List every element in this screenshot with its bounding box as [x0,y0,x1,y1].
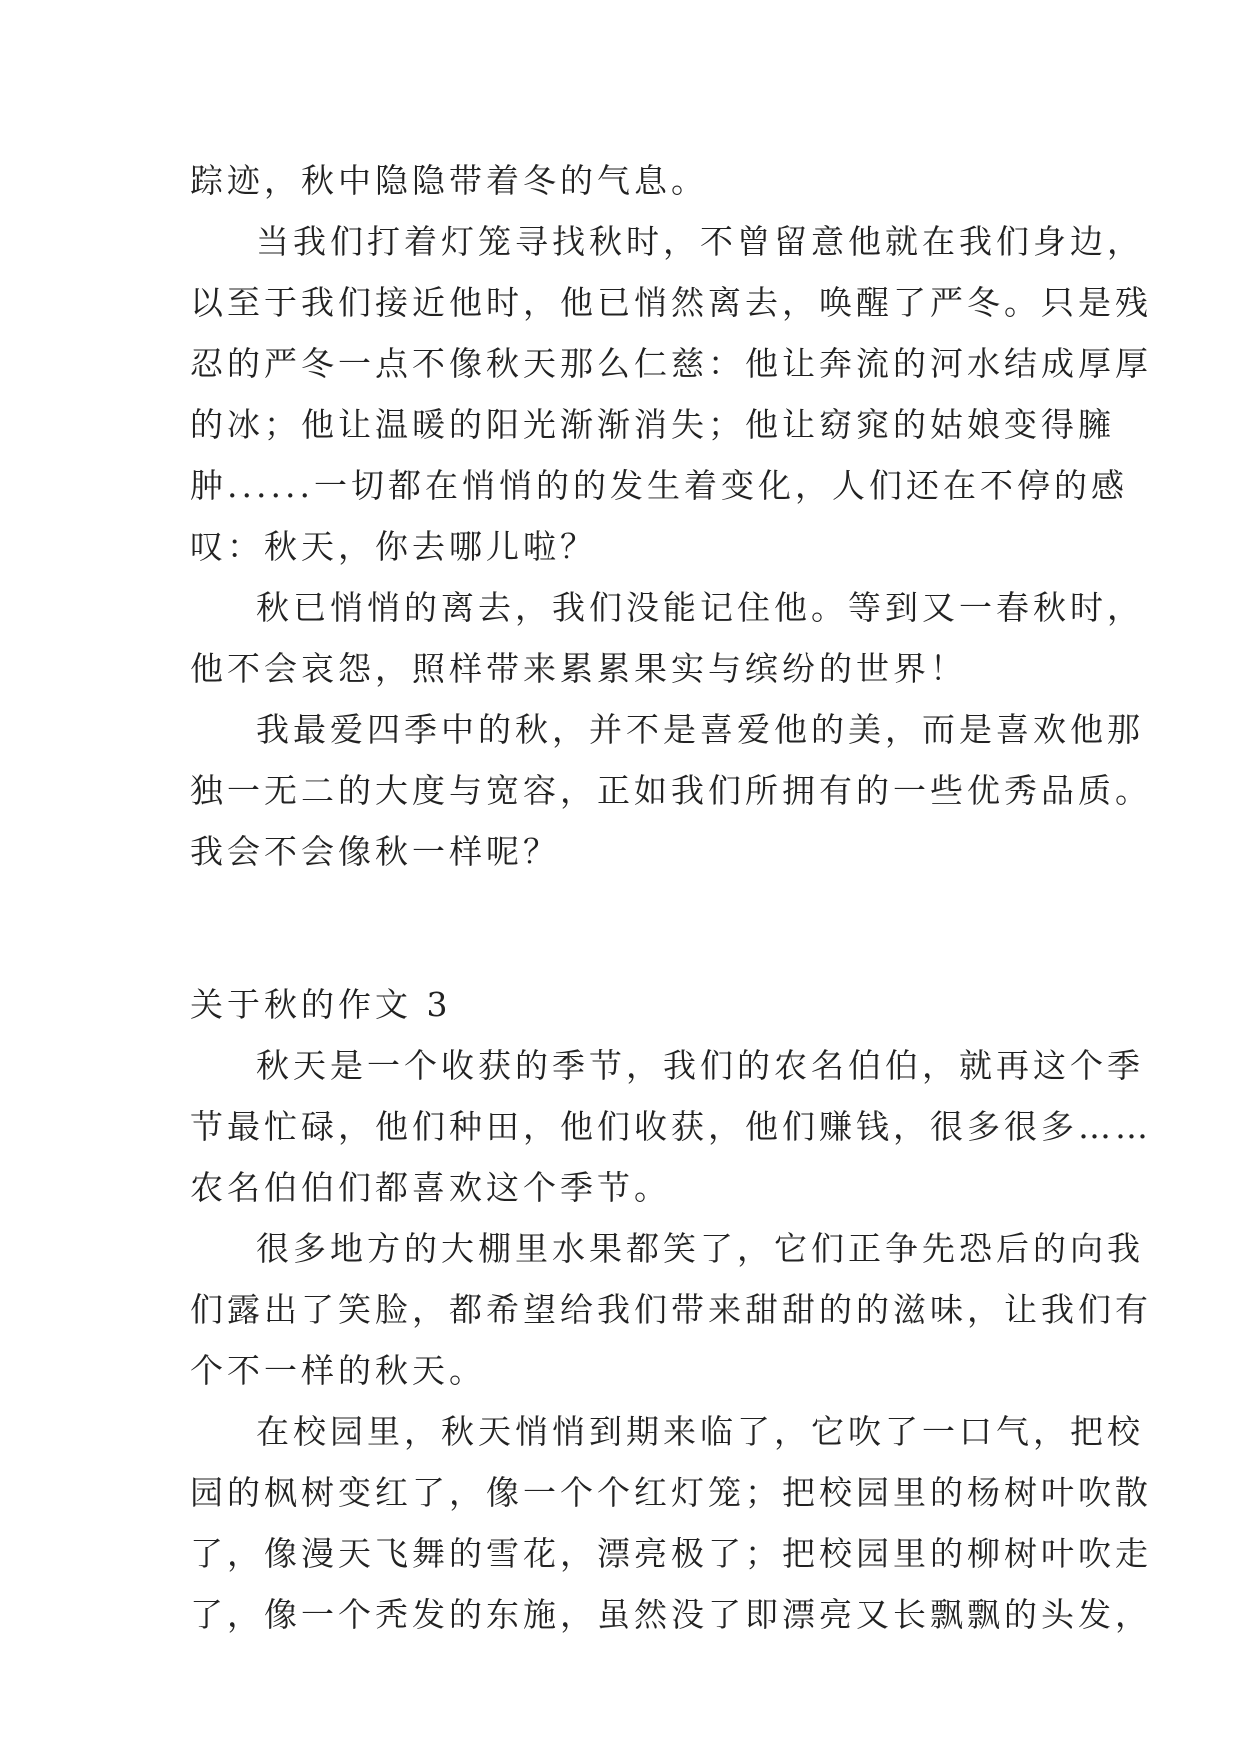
paragraph-line: 秋天是一个收获的季节，我们的农名伯伯，就再这个季 [256,1046,1144,1085]
paragraph-line: 忍的严冬一点不像秋天那么仁慈：他让奔流的河水结成厚厚 [190,344,1152,383]
paragraph-line: 踪迹，秋中隐隐带着冬的气息。 [190,161,708,200]
paragraph-line: 很多地方的大棚里水果都笑了，它们正争先恐后的向我 [256,1229,1144,1268]
essay-text [190,160,1152,1655]
paragraph-line: 在校园里，秋天悄悄到期来临了，它吹了一口气，把校 [256,1412,1144,1451]
section-heading: 关于秋的作文 3 [190,985,452,1024]
paragraph-line: 当我们打着灯笼寻找秋时，不曾留意他就在我们身边， [256,222,1144,261]
paragraph-line: 肿......一切都在悄悄的的发生着变化，人们还在不停的感 [190,466,1128,505]
paragraph-line: 我最爱四季中的秋，并不是喜爱他的美，而是喜欢他那 [256,710,1144,749]
paragraph-line: 园的枫树变红了，像一个个红灯笼；把校园里的杨树叶吹散 [190,1473,1152,1512]
paragraph-line: 的冰；他让温暖的阳光渐渐消失；他让窈窕的姑娘变得臃 [190,405,1115,444]
section-gap [190,892,1070,984]
paragraph-line: 节最忙碌，他们种田，他们收获，他们赚钱，很多很多…… [190,1107,1152,1146]
paragraph-line: 秋已悄悄的离去，我们没能记住他。等到又一春秋时， [256,588,1144,627]
paragraph-line: 他不会哀怨，照样带来累累果实与缤纷的世界！ [190,649,967,688]
paragraph-line: 农名伯伯们都喜欢这个季节。 [190,1168,671,1207]
paragraph-line: 我会不会像秋一样呢？ [190,832,560,871]
paragraph-line: 以至于我们接近他时，他已悄然离去，唤醒了严冬。只是残 [190,283,1152,322]
paragraph-line: 们露出了笑脸，都希望给我们带来甜甜的的滋味，让我们有 [190,1290,1152,1329]
paragraph-line: 叹：秋天，你去哪儿啦？ [190,527,597,566]
paragraph-line: 了，像漫天飞舞的雪花，漂亮极了；把校园里的柳树叶吹走 [190,1534,1152,1573]
paragraph-line: 了，像一个秃发的东施，虽然没了即漂亮又长飘飘的头发， [190,1595,1152,1634]
paragraph-line: 独一无二的大度与宽容，正如我们所拥有的一些优秀品质。 [190,771,1152,810]
paragraph-line: 个不一样的秋天。 [190,1351,486,1390]
